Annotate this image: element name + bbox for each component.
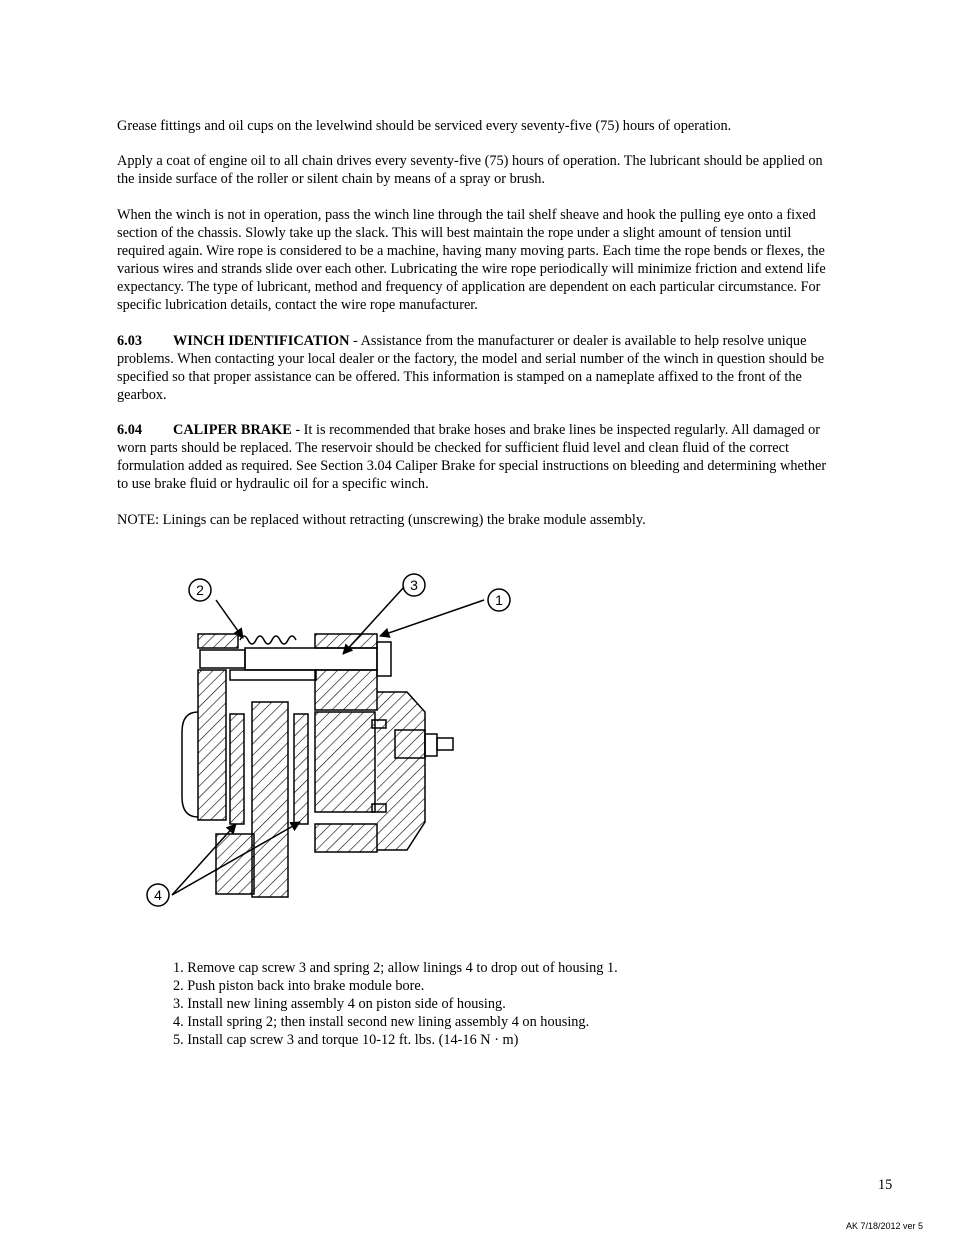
paragraph-text: Grease fittings and oil cups on the levelwind should be serviced every seventy-five (75) hours of operation. [117,118,732,134]
note-linings [117,511,839,529]
paragraph-text: Apply a coat of engine oil to all chain drives every seventy-five (75) hours of operation. The lubricant should be applied on the inside surface of the roller or silent chain by means of a spray or brush. [117,153,823,187]
lining-plate [216,834,254,894]
section-number: 6.04 [117,422,143,438]
leader-2 [216,600,243,638]
list-item: 5. Install cap screw 3 and torque 10-12 ft. lbs. (14-16 N · m) [173,1032,519,1048]
housing-left-lip [182,712,198,817]
section-number: 6.03 [117,333,143,349]
paragraph-text: When the winch is not in operation, pass the winch line through the tail shelf sheave and hook the pulling eye onto a fixed section of the chassis. Slowly take up the slack. This will best maintain the rope under a slight amount of tension until required again. Wire rope is considered to be a machine, having many moving parts. Each time the rope bends or flexes, the various wires and strands slide over each other. Lubricating the wire rope periodically will minimize friction and extend life expectancy. The type of lubricant, method and frequency of application are dependent on each particular circumstance. For specific lubrication details, contact the wire rope manufacturer. [117,207,826,313]
bleeder-nut [425,734,437,756]
paragraph-wire-rope [117,206,839,314]
caliper-brake-diagram [140,562,540,917]
bolt-head-left [200,650,245,668]
section-title: CALIPER BRAKE [173,422,292,438]
bleeder-screw [437,738,453,750]
section-winch-identification [117,332,839,404]
footer-version: AK 7/18/2012 ver 5 [846,1221,924,1231]
piston [315,712,375,812]
housing-left [198,670,226,820]
paragraph-chain-drives [117,152,839,188]
leader-1 [380,600,484,636]
replacement-steps-list [173,959,773,1049]
callout-label-4: 4 [154,887,162,903]
brake-module [377,692,425,850]
housing-right-top [315,670,377,710]
note-text: NOTE: Linings can be replaced without retracting (unscrewing) the brake module assembly. [117,512,646,528]
list-item: 3. Install new lining assembly 4 on piston side of housing. [173,996,506,1012]
housing-top-right [315,634,377,648]
list-item: 4. Install spring 2; then install second new lining assembly 4 on housing. [173,1014,590,1030]
spring [240,636,296,644]
callout-label-1: 1 [495,592,503,608]
list-item: 1. Remove cap screw 3 and spring 2; allow linings 4 to drop out of housing 1. [173,960,618,976]
section-body: - It is recommended that brake hoses and brake lines be inspected regularly. All damaged or worn parts should be replaced. The reservoir should be checked for sufficient fluid level and clean fluid of the correct formulation added as required. See Section 3.04 Caliper Brake for special instructions on bleeding and determining whether to use brake fluid or hydraulic oil for a specific winch. [117,422,827,492]
callout-label-3: 3 [410,577,418,593]
page-number: 15 [878,1177,893,1193]
lining-left [230,714,244,824]
list-item: 2. Push piston back into brake module bore. [173,978,425,994]
caliper-brake-drawing [140,562,540,917]
callout-label-2: 2 [196,582,204,598]
bolt-nut [377,642,391,676]
lining-right [294,714,308,824]
piston-top [230,670,316,680]
section-title: WINCH IDENTIFICATION [173,333,350,349]
paragraph-levelwind-grease [117,117,839,135]
section-caliper-brake [117,421,839,493]
brake-disc [252,702,288,897]
section-body: - Assistance from the manufacturer or dealer is available to help resolve unique problems. When contacting your local dealer or the factory, the model and serial number of the winch in question should be specified so that proper assistance can be offered. This information is stamped on a nameplate affixed to the front of the gearbox. [117,333,825,403]
cap-screw [245,648,377,670]
housing-top-left [198,634,238,648]
housing-right-bottom [315,824,377,852]
